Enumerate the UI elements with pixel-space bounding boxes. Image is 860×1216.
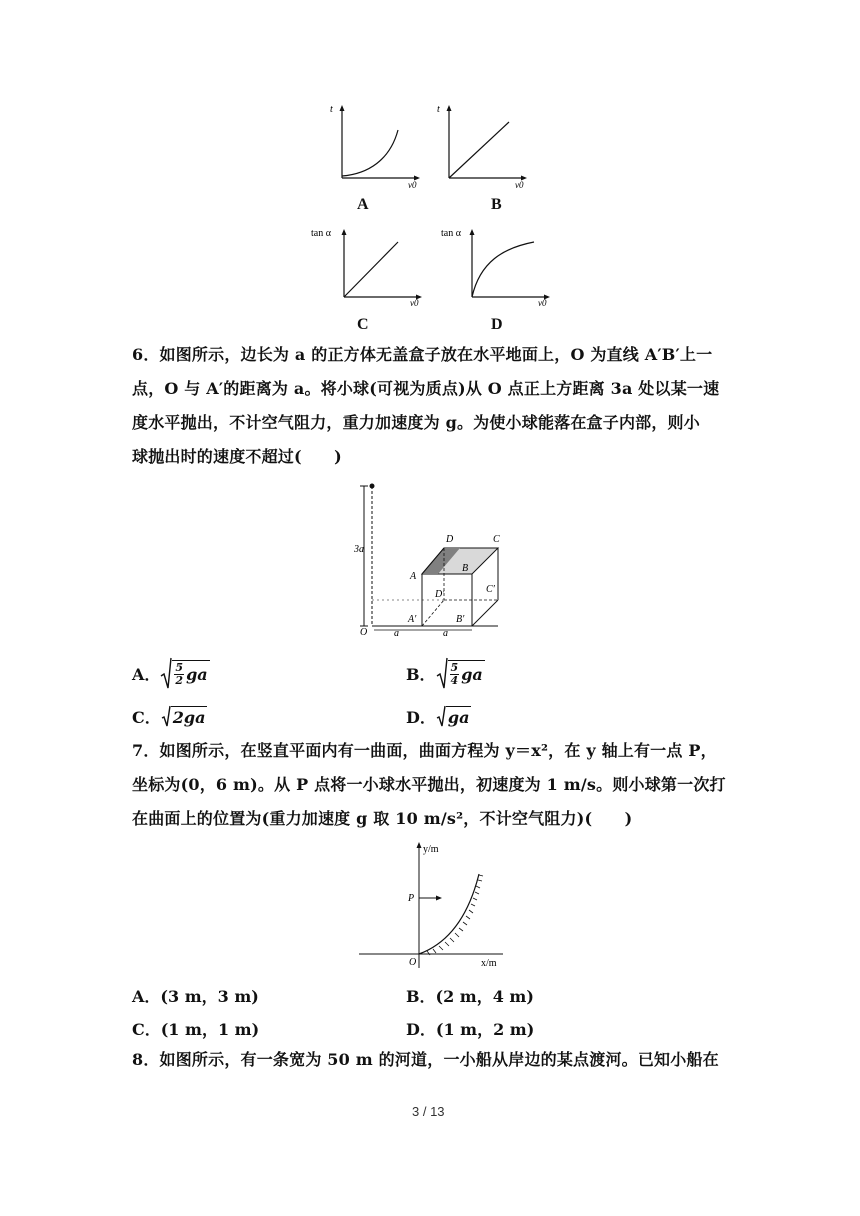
q6-height-label: 3a bbox=[354, 544, 364, 555]
q6-a-right: a bbox=[443, 628, 448, 639]
q7-x-label: x/m bbox=[481, 958, 497, 969]
q7-o-label: O bbox=[409, 957, 417, 968]
graph-a-y-label: t bbox=[330, 104, 333, 115]
q6-label-d1: D′ bbox=[435, 589, 445, 600]
q6-a-num: 5 bbox=[175, 660, 184, 674]
q6-label-d: D bbox=[446, 534, 454, 545]
graph-b bbox=[435, 100, 535, 190]
q6-label-c1: C′ bbox=[486, 584, 495, 595]
page-number: 3 / 13 bbox=[412, 1104, 445, 1119]
q7-p-label: P bbox=[408, 893, 415, 904]
q6-box-figure bbox=[350, 478, 520, 643]
graph-c bbox=[310, 222, 435, 307]
q7-option-b[interactable]: B．(2 m，4 m) bbox=[406, 987, 534, 1006]
sqrt-icon bbox=[161, 704, 208, 728]
q6-option-d[interactable] bbox=[406, 704, 471, 728]
graph-c-label: C bbox=[357, 316, 369, 333]
q6-option-a[interactable] bbox=[132, 656, 210, 690]
q6-c-radicand: 2ga bbox=[172, 707, 206, 727]
sqrt-icon bbox=[160, 656, 209, 690]
ball-icon bbox=[370, 484, 375, 489]
q6-line-1: 6．如图所示，边长为 a 的正方体无盖盒子放在水平地面上，O 为直线 A′B′上一 bbox=[132, 345, 713, 364]
q6-b-den: 4 bbox=[450, 673, 459, 687]
q6-option-c[interactable] bbox=[132, 704, 207, 728]
q6-label-c: C bbox=[493, 534, 500, 545]
q6-option-a-letter: A． bbox=[132, 664, 161, 684]
q6-option-c-letter: C． bbox=[132, 707, 161, 727]
q7-y-label: y/m bbox=[423, 844, 439, 855]
graph-b-label: B bbox=[491, 196, 502, 213]
graph-d bbox=[438, 222, 563, 307]
q6-a-rest: ga bbox=[186, 664, 208, 684]
graph-d-x-label: v0 bbox=[538, 298, 547, 307]
graph-a-x-label: v0 bbox=[408, 180, 417, 190]
q6-b-num: 5 bbox=[450, 660, 459, 674]
q6-option-d-letter: D． bbox=[406, 707, 436, 727]
graph-a bbox=[328, 100, 428, 190]
q6-label-a1: A′ bbox=[408, 614, 417, 625]
q6-o-label: O bbox=[360, 627, 368, 638]
graph-d-label: D bbox=[491, 316, 503, 333]
q6-label-b1: B′ bbox=[456, 614, 465, 625]
graph-d-y-label: tan α bbox=[441, 228, 461, 239]
q6-option-b-letter: B． bbox=[406, 664, 436, 684]
q6-option-b[interactable] bbox=[406, 656, 485, 690]
arrow-right-icon bbox=[436, 896, 442, 901]
graph-a-label: A bbox=[357, 196, 369, 213]
q6-d-radicand: ga bbox=[447, 707, 470, 727]
q7-option-c[interactable]: C．(1 m，1 m) bbox=[132, 1020, 260, 1039]
q6-label-b: B bbox=[462, 563, 469, 574]
graph-b-x-label: v0 bbox=[515, 180, 524, 190]
q7-option-a[interactable]: A．(3 m，3 m) bbox=[132, 987, 259, 1006]
q6-line-2: 点，O 与 A′的距离为 a。将小球(可视为质点)从 O 点正上方距离 3a 处以某一速 bbox=[132, 379, 720, 398]
q6-b-rest: ga bbox=[461, 664, 483, 684]
q7-line-2: 坐标为(0，6 m)。从 P 点将一小球水平抛出，初速度为 1 m/s。则小球第一次打 bbox=[132, 775, 726, 794]
q6-label-a: A bbox=[410, 571, 417, 582]
q7-option-d[interactable]: D．(1 m，2 m) bbox=[406, 1020, 535, 1039]
q7-line-3: 在曲面上的位置为(重力加速度 g 取 10 m/s²，不计空气阻力)( ) bbox=[132, 809, 633, 828]
q8-line-1: 8．如图所示，有一条宽为 50 m 的河道，一小船从岸边的某点渡河。已知小船在 bbox=[132, 1050, 719, 1069]
q7-line-1: 7．如图所示，在竖直平面内有一曲面，曲面方程为 y＝x²，在 y 轴上有一点 P， bbox=[132, 741, 717, 760]
q6-line-4: 球抛出时的速度不超过( ) bbox=[132, 447, 342, 466]
sqrt-icon bbox=[436, 704, 472, 728]
q6-a-left: a bbox=[394, 628, 399, 639]
q6-line-3: 度水平抛出，不计空气阻力，重力加速度为 g。为使小球能落在盒子内部，则小 bbox=[132, 413, 700, 432]
sqrt-icon bbox=[436, 656, 485, 690]
graph-c-y-label: tan α bbox=[311, 228, 331, 239]
q7-curve-figure bbox=[355, 838, 515, 974]
q6-a-den: 2 bbox=[175, 673, 184, 687]
graph-c-x-label: v0 bbox=[410, 298, 419, 307]
graph-b-y-label: t bbox=[437, 104, 440, 115]
